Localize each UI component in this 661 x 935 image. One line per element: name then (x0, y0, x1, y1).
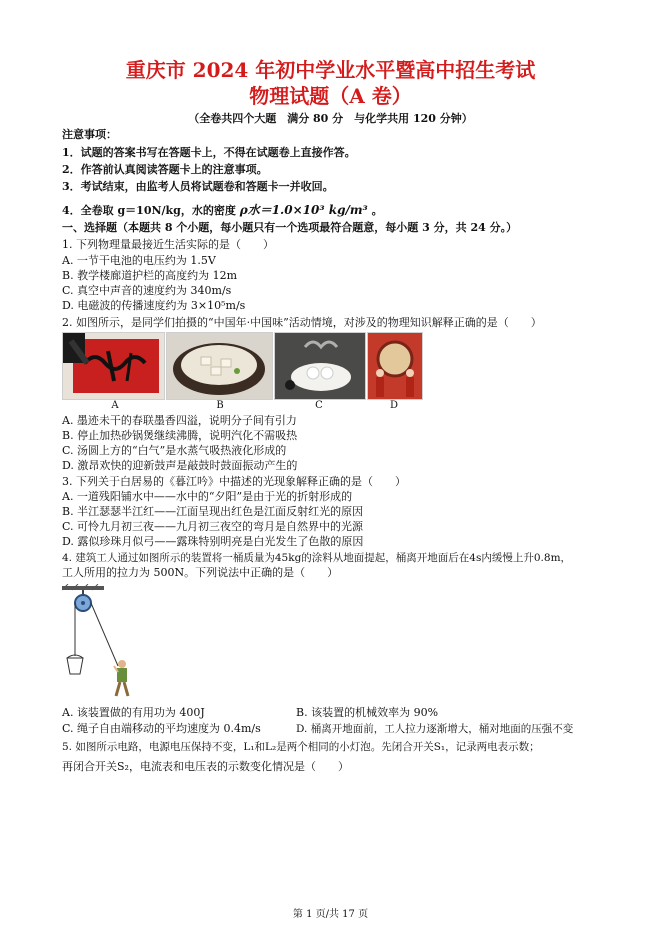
q1-option-c: C. 真空中声音的速度约为 340m/s (62, 284, 232, 297)
q2-photo-c-label: C (315, 400, 323, 411)
q2-photo-b-casserole (166, 332, 273, 400)
page-number: 第 1 页/共 17 页 (292, 909, 369, 920)
note-item-2: 2．作答前认真阅读答题卡上的注意事项。 (62, 163, 268, 176)
note-item-4-suffix: 。 (371, 204, 383, 217)
q2-option-a: A. 墨迹未干的春联墨香四溢，说明分子间有引力 (62, 414, 297, 427)
q2-photo-a-calligraphy (62, 332, 165, 400)
q4-stem-line1: 4. 建筑工人通过如图所示的装置将一桶质量为45kg的涂料从地面提起，桶离开地面后在4s内缓慢上升0.8m， (62, 552, 572, 564)
note-item-1: 1．试题的答案书写在答题卡上，不得在试题卷上直接作答。 (62, 146, 356, 159)
q3-stem: 3. 下列关于白居易的《暮江吟》中描述的光现象解释正确的是（ ） (62, 475, 406, 488)
exam-title-line2: 物理试题（A 卷） (249, 84, 412, 108)
q2-option-b: B. 停止加热砂锅煲继续沸腾，说明汽化不需吸热 (62, 429, 298, 442)
q3-option-b: B. 半江瑟瑟半江红——江面呈现出红色是江面反射红光的原因 (62, 505, 364, 518)
q3-option-a: A. 一道残阳铺水中——水中的“夕阳”是由于光的折射形成的 (62, 490, 353, 503)
q3-option-d: D. 露似珍珠月似弓——露珠特别明亮是白光发生了色散的原因 (62, 535, 364, 548)
q1-option-d: D. 电磁波的传播速度约为 3×10⁵m/s (62, 299, 246, 312)
q4-option-d: D. 桶离开地面前，工人拉力逐渐增大，桶对地面的压强不变 (296, 723, 574, 735)
q2-stem: 2. 如图所示，是同学们拍摄的“中国年·中国味”活动情境，对涉及的物理知识解释正确的是（ ） (62, 316, 542, 329)
q2-photo-d-drum (367, 332, 423, 400)
q2-photo-d-label: D (389, 400, 399, 411)
notes-heading: 注意事项： (62, 128, 117, 141)
q1-option-a: A. 一节干电池的电压约为 1.5V (62, 254, 216, 267)
note-item-3: 3．考试结束，由监考人员将试题卷和答题卡一并收回。 (62, 180, 334, 193)
section1-heading: 一、选择题（本题共 8 个小题，每小题只有一个选项最符合题意，每小题 3 分，共 24 分。） (62, 221, 518, 234)
note-item-4-prefix: 4．全卷取 g＝10N/kg，水的密度 (62, 204, 236, 217)
q5-stem-line2: 再闭合开关S₂，电流表和电压表的示数变化情况是（ ） (62, 760, 349, 773)
q1-stem: 1. 下列物理量最接近生活实际的是（ ） (62, 238, 274, 251)
q4-stem-line2: 工人所用的拉力为 500N。下列说法中正确的是（ ） (62, 566, 339, 579)
q3-option-c: C. 可怜九月初三夜——九月初三夜空的弯月是自然界中的光源 (62, 520, 364, 533)
q4-option-c: C. 绳子自由端移动的平均速度为 0.4m/s (62, 722, 261, 735)
note-item-4 (62, 203, 383, 218)
q4-option-a: A. 该装置做的有用功为 400J (62, 706, 205, 719)
q2-option-d: D. 激昂欢快的迎新鼓声是敲鼓时鼓面振动产生的 (62, 459, 298, 472)
q2-option-c: C. 汤圆上方的“白气”是水蒸气吸热液化形成的 (62, 444, 287, 457)
q2-photo-a-label: A (111, 400, 119, 411)
q1-option-b: B. 教学楼廊道护栏的高度约为 12m (62, 269, 238, 282)
q5-stem-line1: 5. 如图所示电路，电源电压保持不变，L₁和L₂是两个相同的小灯泡。先闭合开关S₁，记录两电表示数； (62, 741, 540, 753)
exam-title-line1: 重庆市 2024 年初中学业水平暨高中招生考试 (125, 58, 536, 82)
q4-pulley-figure (62, 584, 142, 704)
q2-photo-c-tangyuan (274, 332, 366, 400)
q4-option-b: B. 该装置的机械效率为 90% (296, 706, 439, 719)
water-density-formula: ρ水＝1.0×10³ kg/m³ (239, 203, 368, 217)
q2-photo-b-label: B (216, 400, 224, 411)
exam-subtitle: （全卷共四个大题 满分 80 分 与化学共用 120 分钟） (188, 112, 473, 125)
